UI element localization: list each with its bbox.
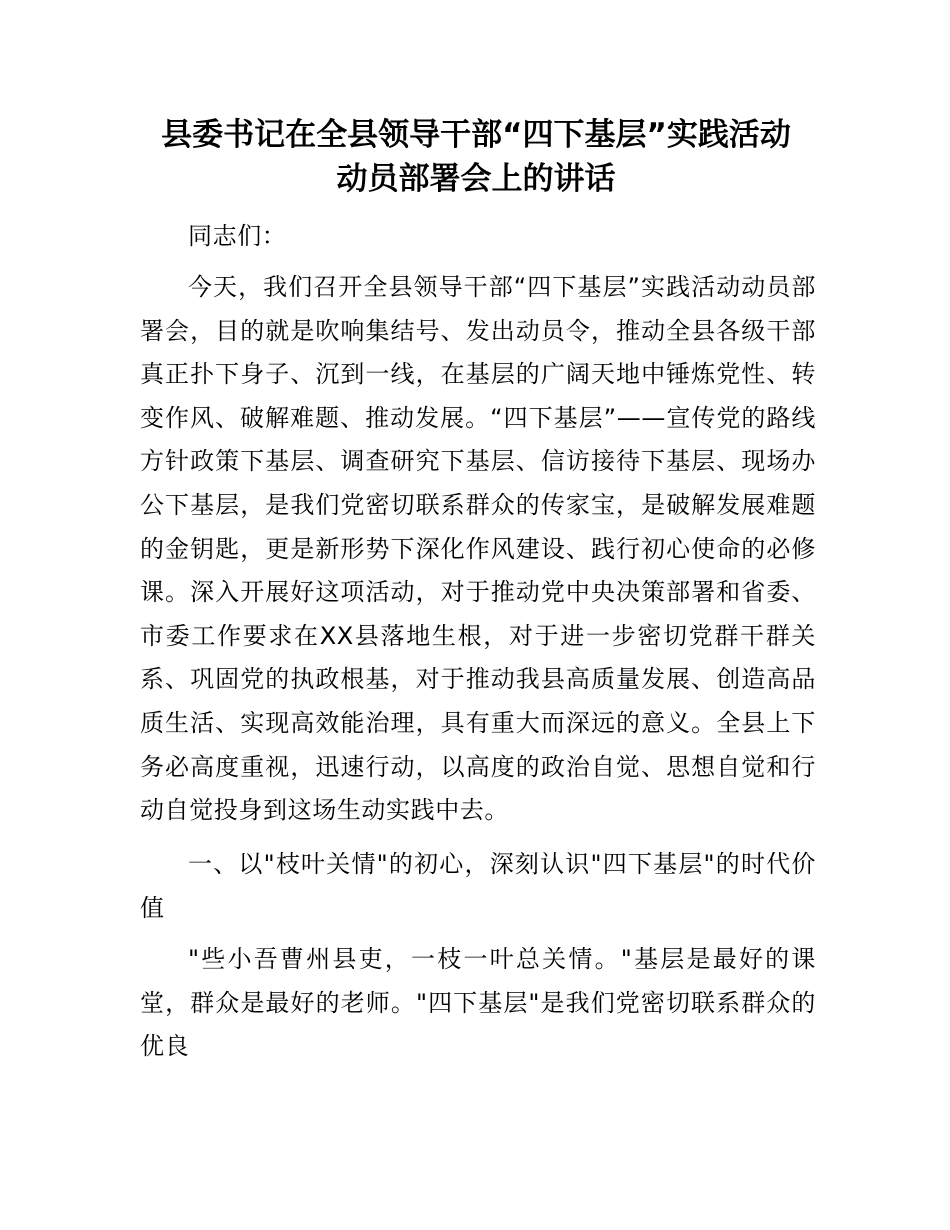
- document-title-line-1: 县委书记在全县领导干部“四下基层”实践活动: [161, 117, 791, 153]
- salutation: 同志们：: [188, 222, 287, 250]
- document-title-line-2: 动员部署会上的讲话: [336, 161, 616, 197]
- body-paragraph: 今天，我们召开全县领导干部“四下基层”实践活动动员部署会，目的就是吹响集结号、发出动员令，推动全县各级干部真正扑下身子、沉到一线，在基层的广阔天地中锤炼党性、转变作风、破解难题、推动发展。“四下基层”——宣传党的路线方针政策下基层、调查研究下基层、信访接待下基层、现场办公下基层，是我们党密切联系群众的传家宝，是破解发展难题的金钥匙，更是新形势下深化作风建设、践行初心使命的必修课。深入开展好这项活动，对于推动党中央决策部署和省委、市委工作要求在XX县落地生根，对于进一步密切党群干群关系、巩固党的执政根基，对于推动我县高质量发展、创造高品质生活、实现高效能治理，具有重大而深远的意义。全县上下务必高度重视，迅速行动，以高度的政治自觉、思想自觉和行动自觉投身到这场生动实践中去。: [140, 273, 816, 825]
- section-paragraph: "些小吾曹州县吏，一枝一叶总关情。"基层是最好的课堂，群众是最好的老师。"四下基层"是我们党密切联系群众的优良: [140, 945, 816, 1061]
- section-heading: 一、以"枝叶关情"的初心，深刻认识"四下基层"的时代价值: [140, 850, 816, 922]
